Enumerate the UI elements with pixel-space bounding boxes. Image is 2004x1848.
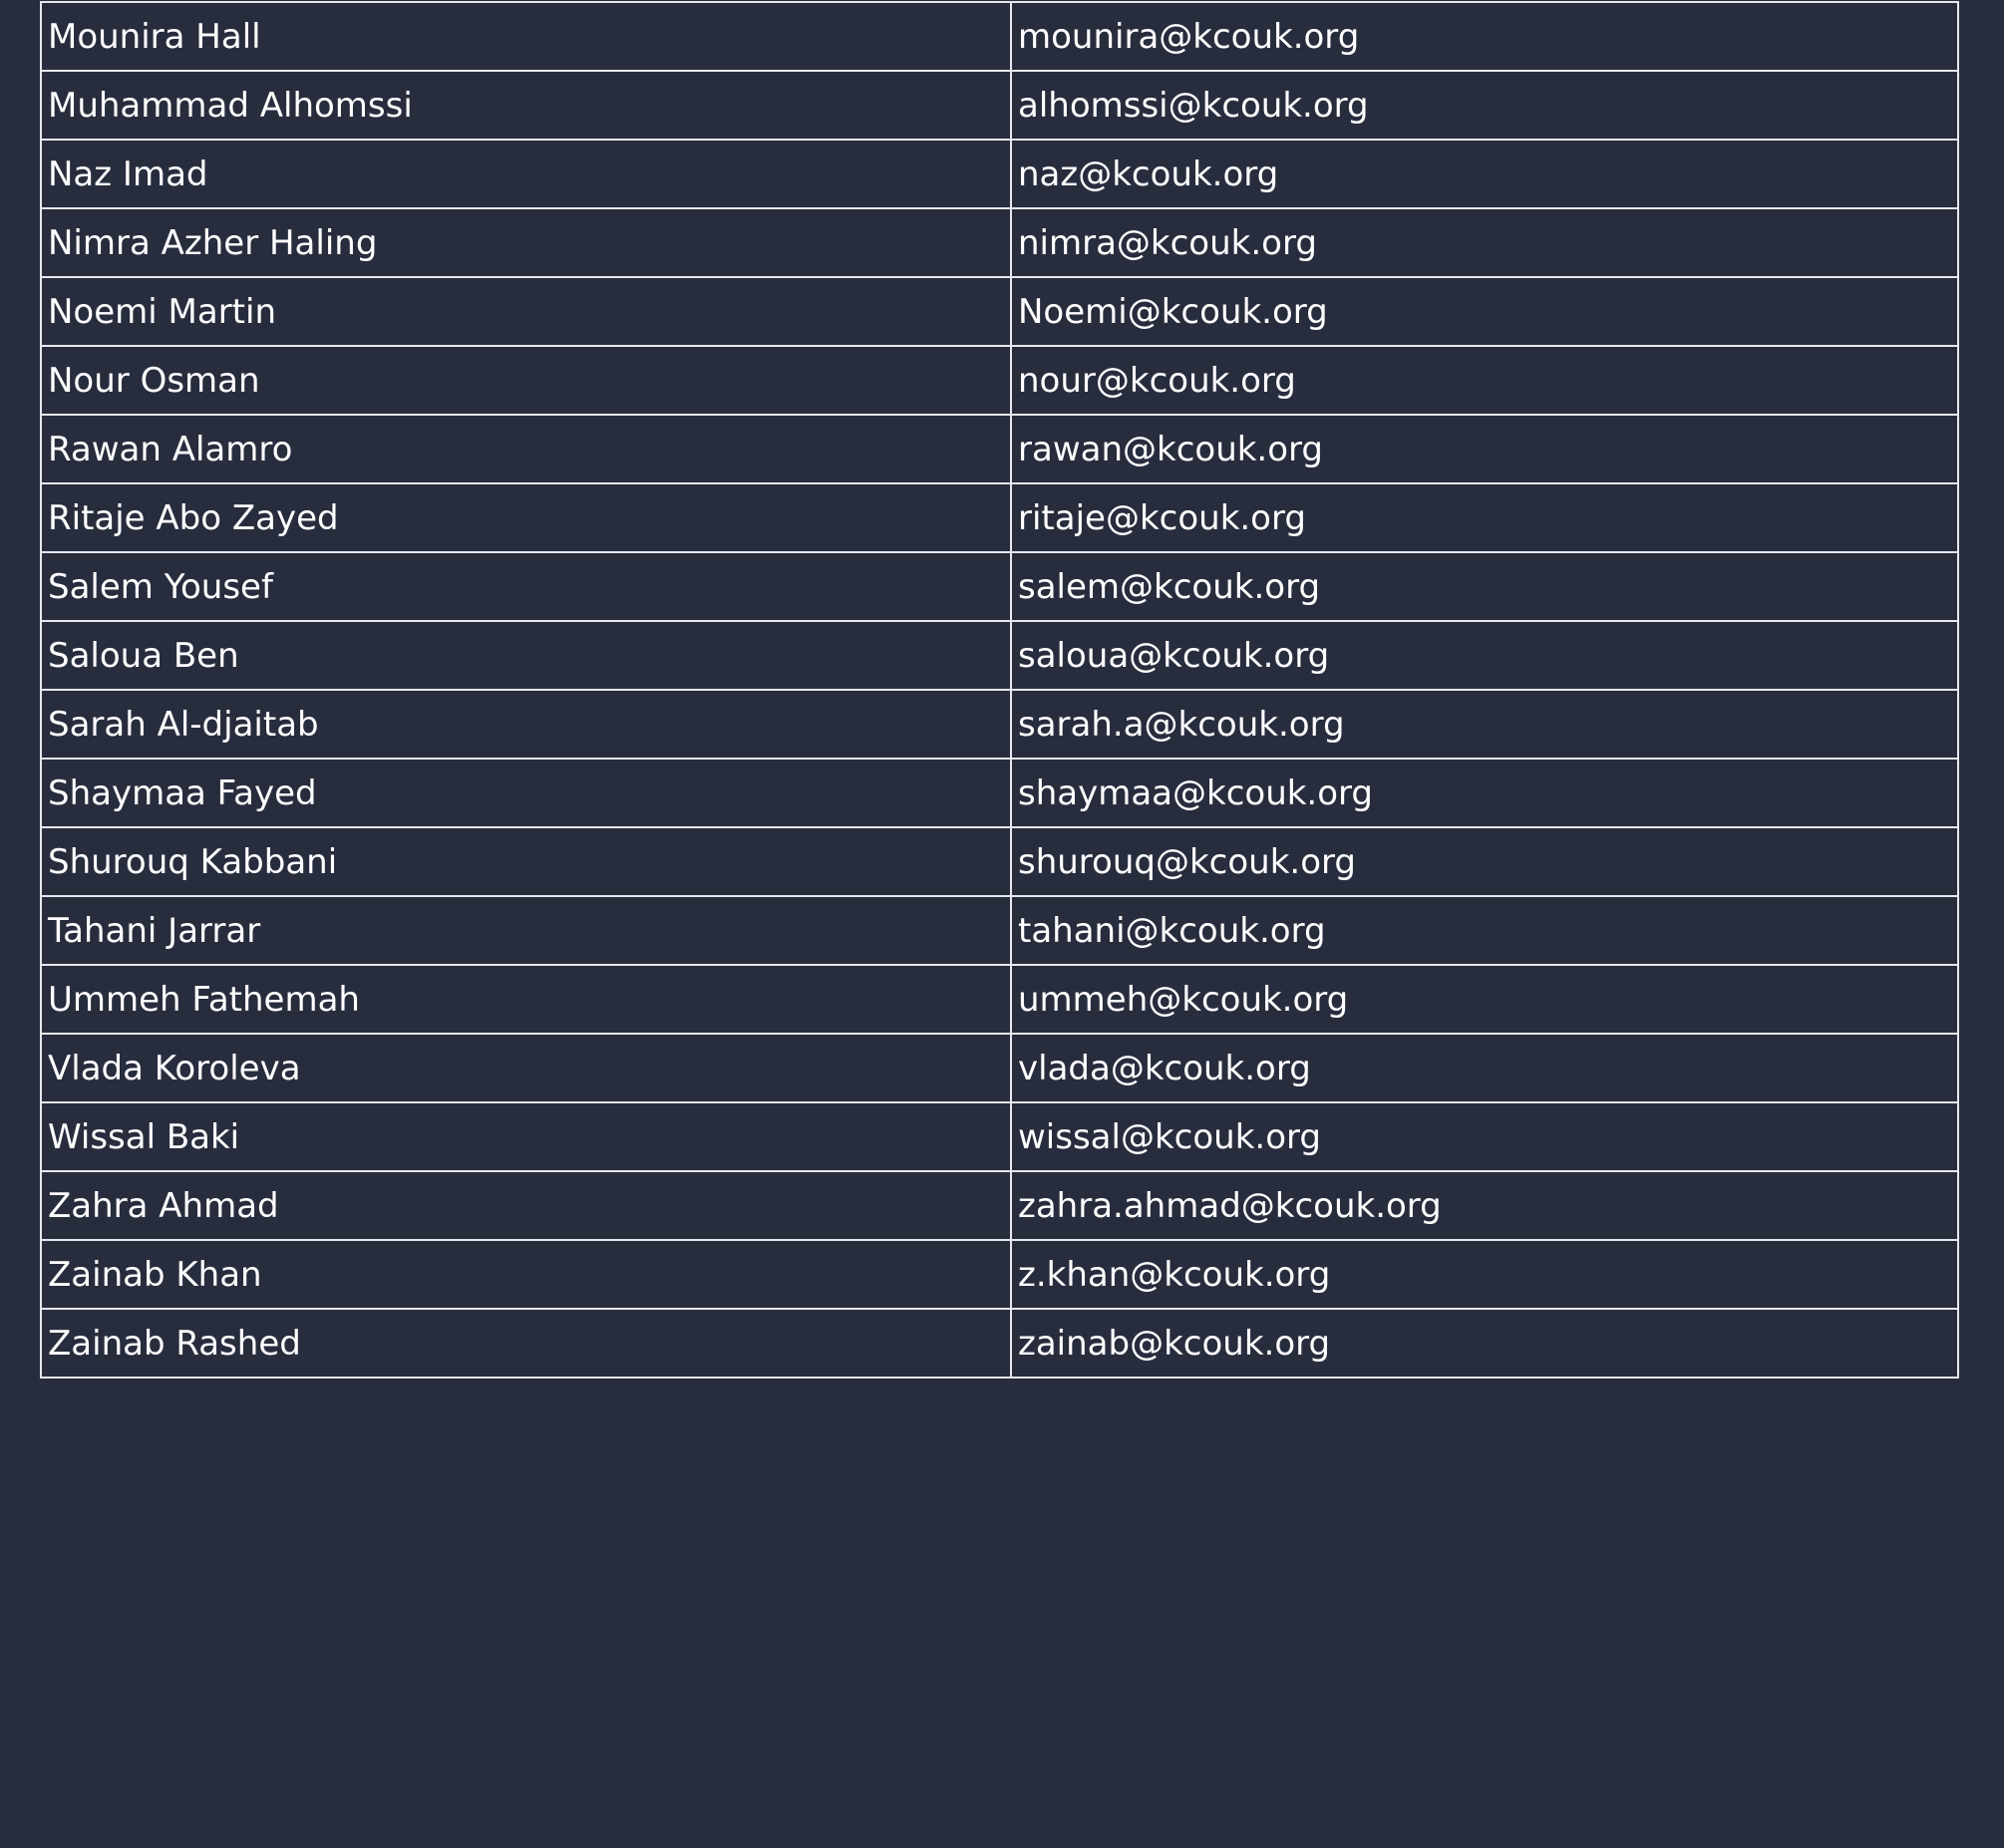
contact-email-cell: rawan@kcouk.org: [1011, 415, 1958, 483]
contact-name-cell: Saloua Ben: [41, 621, 1011, 690]
table-row: [41, 208, 1958, 277]
table-row: [41, 690, 1958, 759]
contact-email-cell: z.khan@kcouk.org: [1011, 1240, 1958, 1309]
table-row: [41, 415, 1958, 483]
contact-email-cell: tahani@kcouk.org: [1011, 896, 1958, 965]
contact-name-cell: Vlada Koroleva: [41, 1034, 1011, 1102]
contact-name-cell: Ummeh Fathemah: [41, 965, 1011, 1034]
contact-email-cell: zainab@kcouk.org: [1011, 1309, 1958, 1378]
table-row: [41, 2, 1958, 71]
table-row: [41, 552, 1958, 621]
table-row: [41, 277, 1958, 346]
contact-name-cell: Noemi Martin: [41, 277, 1011, 346]
table-row: [41, 483, 1958, 552]
contact-name-cell: Zainab Rashed: [41, 1309, 1011, 1378]
table-row: [41, 71, 1958, 140]
contact-email-cell: nour@kcouk.org: [1011, 346, 1958, 415]
contact-email-cell: naz@kcouk.org: [1011, 140, 1958, 208]
contact-name-cell: Naz Imad: [41, 140, 1011, 208]
contact-name-cell: Shurouq Kabbani: [41, 827, 1011, 896]
contact-name-cell: Salem Yousef: [41, 552, 1011, 621]
table-row: [41, 346, 1958, 415]
contact-name-cell: Mounira Hall: [41, 2, 1011, 71]
contact-name-cell: Zainab Khan: [41, 1240, 1011, 1309]
contact-email-cell: zahra.ahmad@kcouk.org: [1011, 1171, 1958, 1240]
table-row: [41, 759, 1958, 827]
contact-email-cell: ritaje@kcouk.org: [1011, 483, 1958, 552]
contact-name-cell: Ritaje Abo Zayed: [41, 483, 1011, 552]
contact-name-cell: Tahani Jarrar: [41, 896, 1011, 965]
contact-email-cell: nimra@kcouk.org: [1011, 208, 1958, 277]
contact-email-cell: sarah.a@kcouk.org: [1011, 690, 1958, 759]
contact-name-cell: Zahra Ahmad: [41, 1171, 1011, 1240]
table-row: [41, 1171, 1958, 1240]
contact-name-cell: Shaymaa Fayed: [41, 759, 1011, 827]
contacts-table-container: [40, 1, 1959, 1379]
table-row: [41, 1034, 1958, 1102]
contact-name-cell: Nour Osman: [41, 346, 1011, 415]
contact-name-cell: Rawan Alamro: [41, 415, 1011, 483]
contacts-table: [40, 1, 1959, 1379]
contact-email-cell: wissal@kcouk.org: [1011, 1102, 1958, 1171]
contact-email-cell: Noemi@kcouk.org: [1011, 277, 1958, 346]
table-row: [41, 1240, 1958, 1309]
contact-email-cell: shurouq@kcouk.org: [1011, 827, 1958, 896]
table-row: [41, 965, 1958, 1034]
contact-name-cell: Muhammad Alhomssi: [41, 71, 1011, 140]
contact-name-cell: Nimra Azher Haling: [41, 208, 1011, 277]
table-row: [41, 896, 1958, 965]
table-row: [41, 1102, 1958, 1171]
table-row: [41, 827, 1958, 896]
contact-email-cell: saloua@kcouk.org: [1011, 621, 1958, 690]
contact-email-cell: shaymaa@kcouk.org: [1011, 759, 1958, 827]
contact-email-cell: salem@kcouk.org: [1011, 552, 1958, 621]
contacts-table-body: [41, 2, 1958, 1378]
table-row: [41, 621, 1958, 690]
contact-name-cell: Wissal Baki: [41, 1102, 1011, 1171]
contact-email-cell: ummeh@kcouk.org: [1011, 965, 1958, 1034]
contact-email-cell: vlada@kcouk.org: [1011, 1034, 1958, 1102]
table-row: [41, 140, 1958, 208]
contact-email-cell: mounira@kcouk.org: [1011, 2, 1958, 71]
contact-email-cell: alhomssi@kcouk.org: [1011, 71, 1958, 140]
contact-name-cell: Sarah Al-djaitab: [41, 690, 1011, 759]
table-row: [41, 1309, 1958, 1378]
